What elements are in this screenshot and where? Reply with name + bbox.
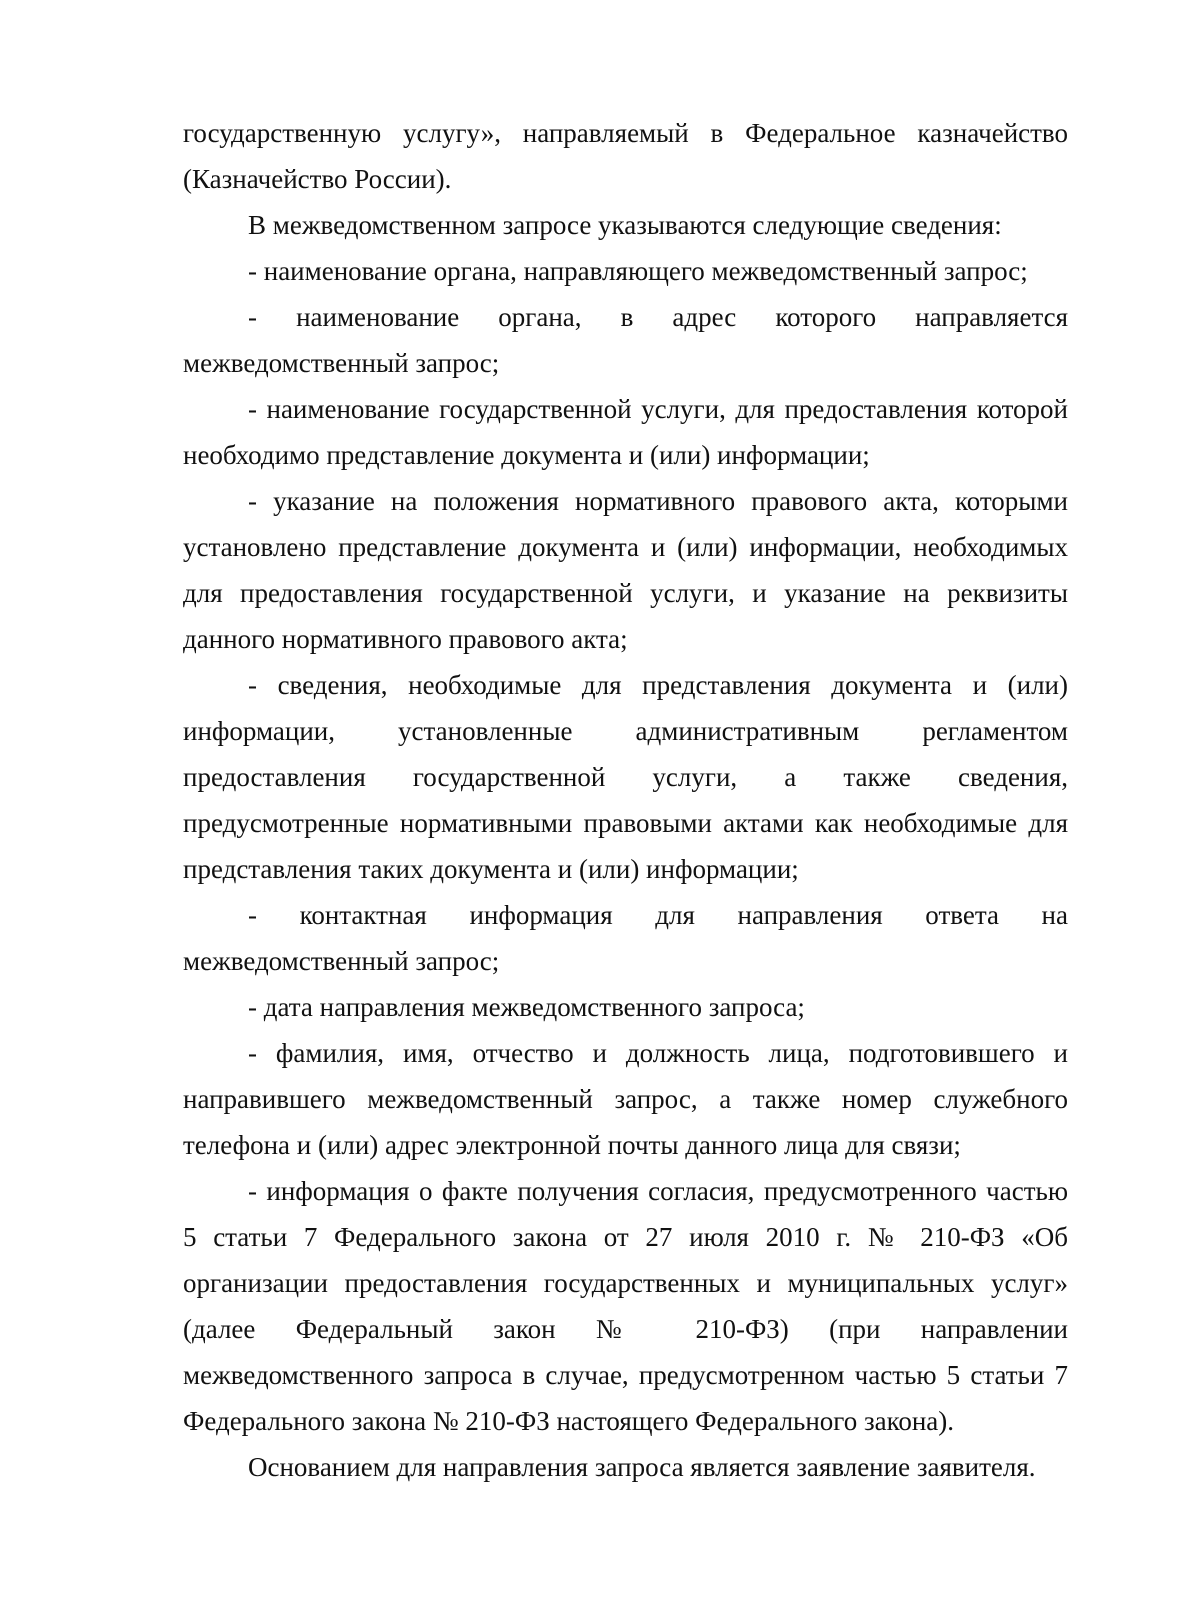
list-item-consent-info: - информация о факте получения согласия, предусмотренного частью 5 статьи 7 Федерального закона от 27 июля 2010 г. № 210-ФЗ «Об организации предоставления государственных и муниципальных услуг» (далее Федеральный закон № 210-ФЗ) (при направлении межведомственного запроса в случае, предусмотренном частью 5 статьи 7 Федерального закона № 210-ФЗ настоящего Федерального закона). bbox=[183, 1176, 1068, 1436]
paragraph-basis: Основанием для направления запроса является заявление заявителя. bbox=[248, 1452, 1036, 1482]
list-item-requesting-body: - наименование органа, направляющего межведомственный запрос; bbox=[248, 256, 1028, 286]
list-item-responsible-person: - фамилия, имя, отчество и должность лица, подготовившего и направившего межведомственный запрос, а также номер служебного телефона и (или) адрес электронной почты данного лица для связи; bbox=[183, 1038, 1068, 1160]
list-item-recipient-body: - наименование органа, в адрес которого направляется межведомственный запрос; bbox=[183, 302, 1068, 378]
list-item-required-info: - сведения, необходимые для представления документа и (или) информации, установленные административным регламентом предоставления государственной услуги, а также сведения, предусмотренные нормативными правовыми актами как необходимые для представления таких документа и (или) информации; bbox=[183, 670, 1068, 884]
list-item-service-name: - наименование государственной услуги, для предоставления которой необходимо представление документа и (или) информации; bbox=[183, 394, 1068, 470]
list-item-legal-act: - указание на положения нормативного правового акта, которыми установлено представление документа и (или) информации, необходимых для предоставления государственной услуги, и указание на реквизиты данного нормативного правового акта; bbox=[183, 486, 1068, 654]
list-item-contact-info: - контактная информация для направления ответа на межведомственный запрос; bbox=[183, 900, 1068, 976]
paragraph-continuation: государственную услугу», направляемый в Федеральное казначейство (Казначейство России). bbox=[183, 118, 1068, 194]
document-body bbox=[183, 110, 1068, 1490]
list-item-request-date: - дата направления межведомственного запроса; bbox=[248, 992, 805, 1022]
paragraph-intro: В межведомственном запросе указываются следующие сведения: bbox=[248, 210, 1002, 240]
